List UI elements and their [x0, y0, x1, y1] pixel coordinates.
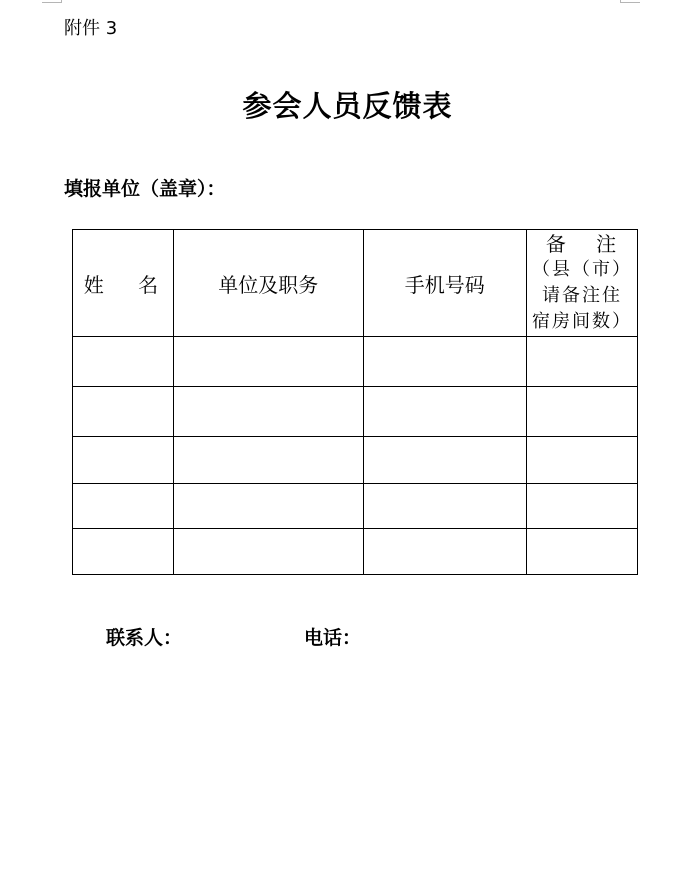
table-row — [73, 437, 638, 484]
cell-phone[interactable] — [363, 529, 526, 575]
cell-phone[interactable] — [363, 337, 526, 387]
header-name-label: 姓 名 — [83, 272, 173, 297]
cell-remark[interactable] — [527, 529, 638, 575]
cell-remark[interactable] — [527, 387, 638, 437]
attachment-label: 附件 3 — [64, 18, 118, 39]
cell-remark[interactable] — [527, 437, 638, 484]
header-remark-note-2: 请备注住 — [542, 285, 622, 306]
cell-name[interactable] — [73, 337, 174, 387]
cell-name[interactable] — [73, 387, 174, 437]
cell-unit-position[interactable] — [173, 337, 363, 387]
header-unit-position: 单位及职务 — [173, 230, 363, 337]
document-title: 参会人员反馈表 — [242, 89, 453, 123]
table-row — [73, 337, 638, 387]
cell-name[interactable] — [73, 437, 174, 484]
header-remark-note-1: （县（市） — [532, 259, 632, 280]
table-row — [73, 529, 638, 575]
phone-label: 电话： — [304, 627, 362, 649]
header-name — [73, 230, 174, 337]
cell-remark[interactable] — [527, 484, 638, 529]
cell-name[interactable] — [73, 529, 174, 575]
cell-unit-position[interactable] — [173, 529, 363, 575]
header-remark — [527, 230, 638, 337]
cell-unit-position[interactable] — [173, 484, 363, 529]
table-header-row — [73, 230, 638, 337]
page-corner-mark-left — [42, 0, 62, 3]
reporting-unit-label: 填报单位（盖章）： — [64, 178, 226, 200]
table-row — [73, 387, 638, 437]
page-corner-mark-right — [620, 0, 640, 3]
feedback-table — [72, 229, 638, 575]
header-remark-note-3: 宿房间数） — [532, 311, 632, 332]
cell-unit-position[interactable] — [173, 387, 363, 437]
contact-person-label: 联系人： — [106, 627, 183, 649]
cell-name[interactable] — [73, 484, 174, 529]
table-row — [73, 484, 638, 529]
cell-unit-position[interactable] — [173, 437, 363, 484]
cell-phone[interactable] — [363, 484, 526, 529]
header-phone: 手机号码 — [363, 230, 526, 337]
cell-phone[interactable] — [363, 387, 526, 437]
cell-remark[interactable] — [527, 337, 638, 387]
cell-phone[interactable] — [363, 437, 526, 484]
header-remark-title: 备 注 — [545, 232, 629, 256]
